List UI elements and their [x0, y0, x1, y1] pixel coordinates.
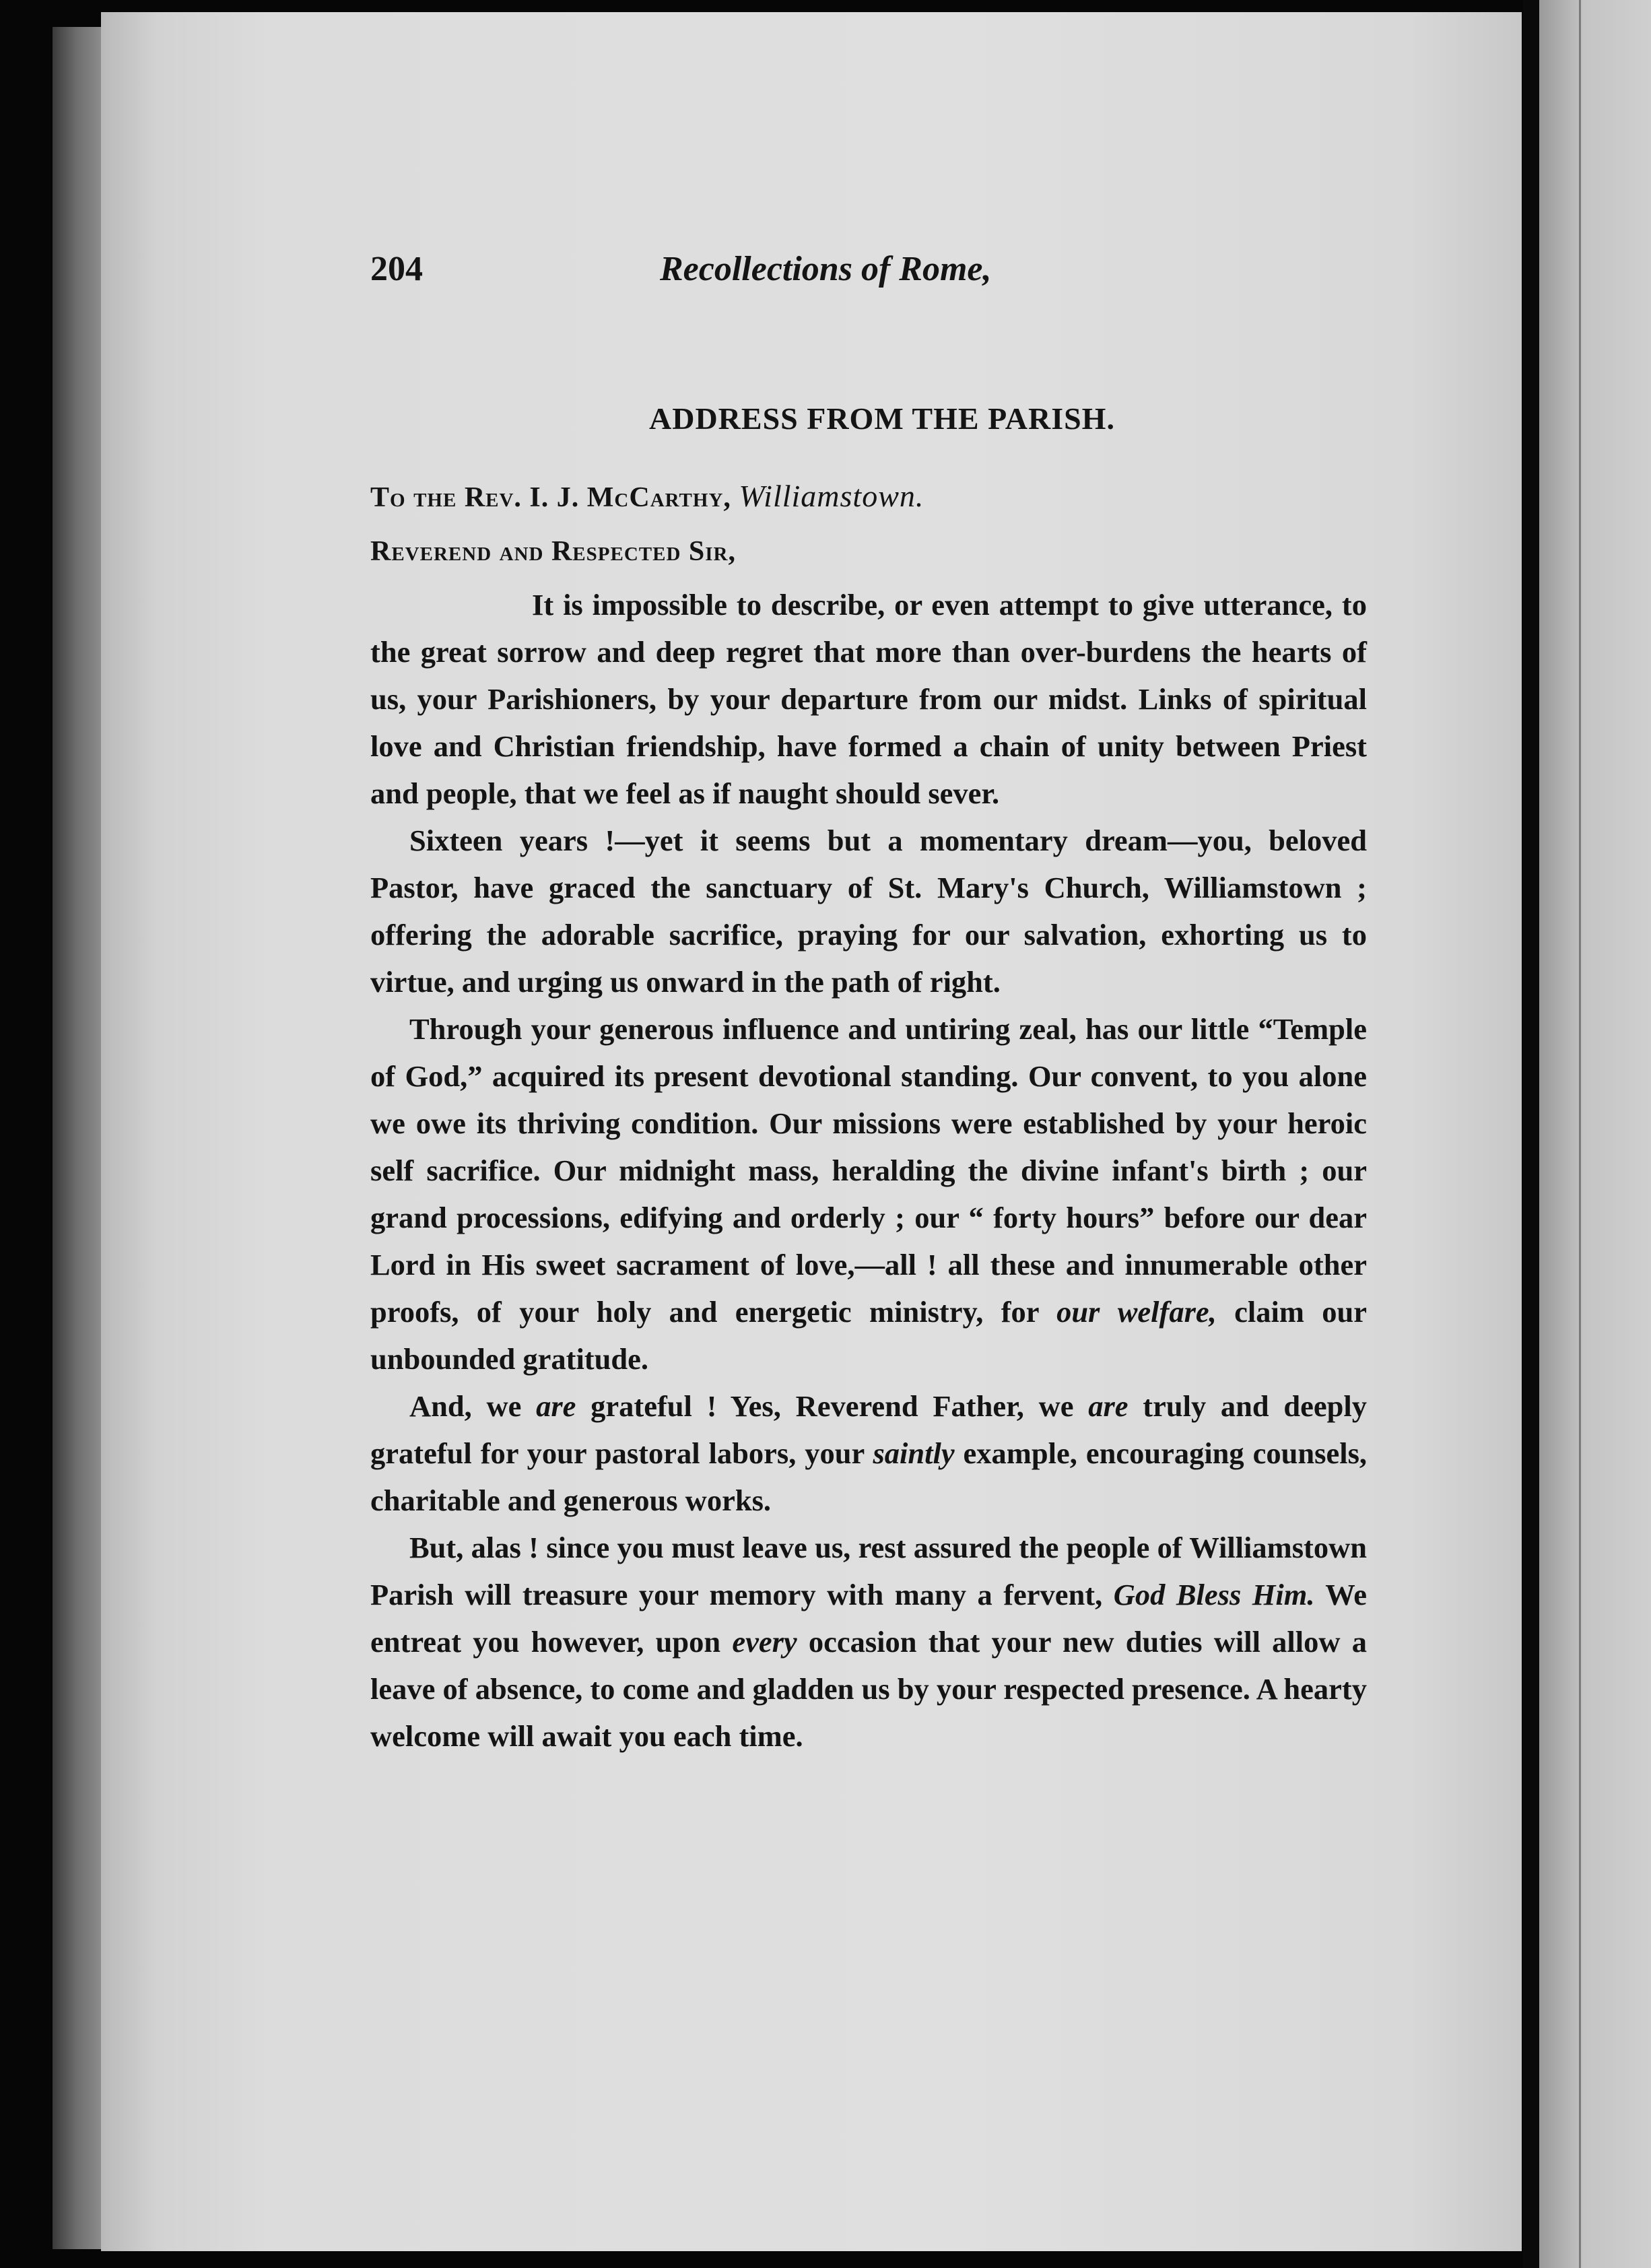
greeting-line: Reverend and Respected Sir, — [370, 536, 736, 567]
letter-body — [370, 581, 1367, 1760]
paragraph-2 — [370, 817, 1367, 1005]
paragraph-2-text: Sixteen years !—yet it seems but a momentary dream—you, beloved Pastor, have graced the sanctuary of St. Mary's Church, Williamstown ; offering the adorable sacrifice, praying for our salvation, exhorting us to virtue, and urging us onward in the path of right. — [370, 824, 1367, 999]
section-heading: ADDRESS FROM THE PARISH. — [649, 401, 1115, 436]
paragraph-5-italic-b: every — [732, 1625, 797, 1659]
running-head — [370, 242, 1367, 303]
page-content — [370, 242, 1367, 1760]
paragraph-4-italic-c: saintly — [873, 1436, 955, 1470]
paragraph-1 — [370, 581, 1367, 817]
paragraph-5-text-a: But, alas ! since you must leave us, rest assured the people of Williamstown Parish will treasure your memory with many a fervent, — [370, 1531, 1367, 1611]
running-title: Recollections of Rome, — [660, 250, 992, 288]
paragraph-4-text-a: And, we — [409, 1389, 537, 1423]
paragraph-3-text-a: Through your generous influence and untiring zeal, has our little “Temple of God,” acquired its present devotional standing. Our convent, to you alone we owe its thriving condition. Our missions were established by your heroic self sacrifice. Our midnight mass, heralding the divine infant's birth ; our grand processions, edifying and orderly ; our “ forty hours” before our dear Lord in His sweet sacrament of love,—all ! all these and innumerable other proofs, of your holy and energetic ministry, for — [370, 1012, 1367, 1329]
page-number: 204 — [370, 250, 423, 288]
paragraph-5-text-b: We entreat you however, upon — [370, 1578, 1367, 1659]
paragraph-1-text: It is impossible to describe, or even attempt to give utterance, to the great sorrow and deep regret that more than over-burdens the hearts of us, your Parishioners, by your departure from our midst. Links of spiritual love and Christian friendship, have formed a chain of unity between Priest and people, that we feel as if naught should sever. — [370, 588, 1367, 810]
paragraph-5-text-c: occasion that your new duties will allow a leave of absence, to come and gladden us by your respected presence. A hearty welcome will await you each time. — [370, 1625, 1367, 1753]
paragraph-3-text-b: claim our unbounded gratitude. — [370, 1295, 1367, 1376]
addressee-line — [370, 478, 1367, 514]
addressee-place: Williamstown. — [739, 479, 924, 513]
paragraph-3 — [370, 1005, 1367, 1382]
paragraph-4-italic-a: are — [536, 1389, 576, 1423]
paragraph-4 — [370, 1382, 1367, 1524]
paragraph-4-text-d: example, encouraging counsels, charitable and generous works. — [370, 1436, 1368, 1517]
paragraph-4-text-b: grateful ! Yes, Reverend Father, we — [576, 1389, 1089, 1423]
paragraph-4-italic-b: are — [1088, 1389, 1128, 1423]
paragraph-5 — [370, 1524, 1367, 1760]
paragraph-5-italic-a: God Bless Him. — [1113, 1578, 1315, 1611]
paragraph-4-text-c: truly and deeply grateful for your pastoral labors, your — [370, 1389, 1367, 1470]
adjacent-page-rule — [1579, 0, 1581, 2268]
adjacent-page-strip — [1539, 0, 1651, 2268]
page-gutter — [1523, 0, 1539, 2268]
paragraph-3-italic: our welfare, — [1056, 1295, 1217, 1329]
addressee-name: To the Rev. I. J. McCarthy, — [370, 482, 731, 513]
